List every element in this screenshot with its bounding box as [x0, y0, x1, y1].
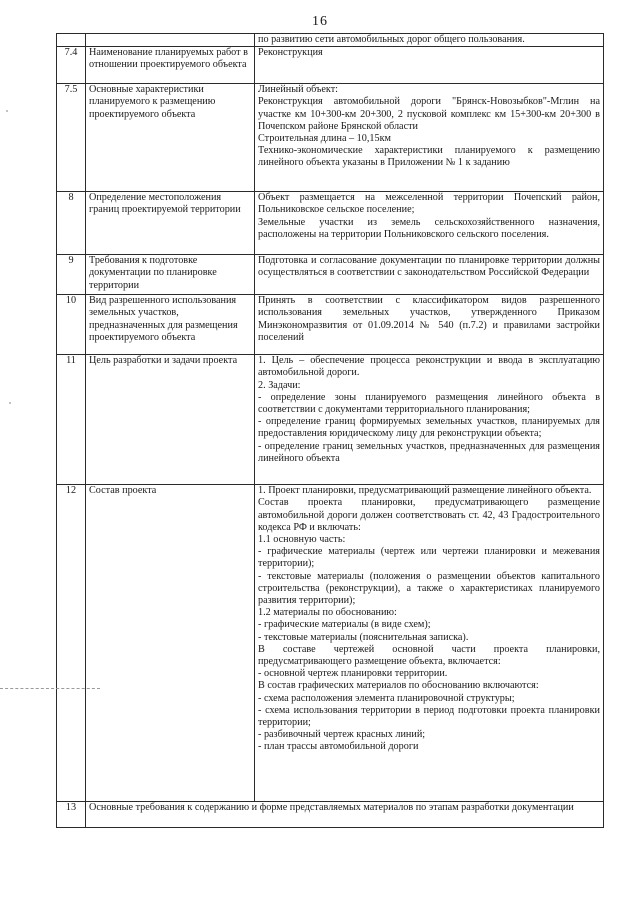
row-number: 7.4 — [57, 47, 86, 84]
value-paragraph: Земельные участки из земель сельскохозяйственного назначения, расположены на территории Польниковского сельского поселения. — [258, 216, 600, 240]
row-title: Цель разработки и задачи проекта — [86, 355, 255, 485]
value-paragraph: - определение границ земельных участков, предназначенных для размещения линейного объекта — [258, 440, 600, 464]
row-title — [86, 34, 255, 47]
row-title: Наименование планируемых работ в отношении проектируемого объекта — [86, 47, 255, 84]
value-paragraph: 1. Цель – обеспечение процесса реконструкции и ввода в эксплуатацию автомобильной дороги. — [258, 355, 600, 379]
value-paragraph: - основной чертеж планировки территории. — [258, 668, 448, 680]
row-number — [57, 34, 86, 47]
value-paragraph: 2. Задачи: — [258, 379, 301, 391]
row-full-text: Основные требования к содержанию и форме представляемых материалов по этапам разработки документации — [86, 802, 604, 828]
page-number: 16 — [312, 14, 328, 29]
value-paragraph: Линейный объект: — [258, 84, 338, 96]
value-paragraph: 1.1 основную часть: — [258, 534, 346, 546]
terms-table — [56, 33, 604, 828]
row-value — [255, 34, 604, 47]
row-title: Требования к подготовке документации по планировке территории — [86, 255, 255, 295]
table-row — [57, 485, 604, 802]
row-number: 13 — [57, 802, 86, 828]
row-number: 9 — [57, 255, 86, 295]
value-paragraph: Объект размещается на межселенной территории Почепский район, Польниковское сельское поселение; — [258, 192, 600, 216]
table-row — [57, 84, 604, 192]
row-title: Состав проекта — [86, 485, 255, 802]
row-value — [255, 485, 604, 802]
value-paragraph: Состав проекта планировки, предусматривающего размещение автомобильной дороги должен соответствовать ст. 42, 43 Градостроительного кодекса РФ и включать: — [258, 497, 600, 533]
value-paragraph: - графические материалы (чертеж или чертежи планировки и межевания территории); — [258, 546, 600, 570]
table-row — [57, 47, 604, 84]
row-number: 11 — [57, 355, 86, 485]
value-paragraph: В составе чертежей основной части проекта планировки, предусматривающего размещение объекта, включается: — [258, 643, 600, 668]
scan-artifact-dot — [9, 402, 11, 404]
value-paragraph: Подготовка и согласование документации по планировке территории должны осуществляться в соответствии с законодательством Российской Федерации — [258, 255, 600, 279]
value-paragraph: Принять в соответствии с классификатором видов разрешенного использования земельных участков, утвержденного Приказом Минэкономразвития от 01.09.2014 № 540 (п.7.2) и правилами застройки поселений — [258, 295, 600, 343]
value-paragraph: Реконструкция автомобильной дороги "Брянск-Новозыбков"-Мглин на участке км 10+300-км 20+300, 2 пусковой комплекс км 15+300-км 20+300 в Почепском районе Брянской области — [258, 96, 600, 132]
value-paragraph: 1.2 материалы по обоснованию: — [258, 607, 397, 619]
value-paragraph: 1. Проект планировки, предусматривающий размещение линейного объекта. — [258, 485, 592, 497]
value-paragraph: - текстовые материалы (положения о размещении объектов капитального строительства (реконструкции), а также о характеристиках планируемого развития территории); — [258, 570, 600, 607]
table-row — [57, 355, 604, 485]
value-paragraph: по развитию сети автомобильных дорог общего пользования. — [258, 34, 525, 45]
row-number: 7.5 — [57, 84, 86, 192]
value-paragraph: - текстовые материалы (пояснительная записка). — [258, 631, 469, 643]
scan-artifact-line — [0, 688, 100, 689]
value-paragraph: - план трассы автомобильной дороги — [258, 741, 419, 753]
value-paragraph: В состав графических материалов по обоснованию включаются: — [258, 680, 539, 692]
table-row — [57, 255, 604, 295]
row-value — [255, 295, 604, 355]
row-value — [255, 47, 604, 84]
row-title: Определение местоположения границ проектируемой территории — [86, 192, 255, 255]
value-paragraph: - определение зоны планируемого размещения линейного объекта в соответствии с документами территориального планирования; — [258, 391, 600, 416]
table-row — [57, 192, 604, 255]
table-row — [57, 34, 604, 47]
row-number: 8 — [57, 192, 86, 255]
value-paragraph: - схема использования территории в период подготовки проекта планировки территории; — [258, 704, 600, 729]
table-row — [57, 802, 604, 828]
value-paragraph: Технико-экономические характеристики планируемого к размещению линейного объекта указаны в Приложении № 1 к заданию — [258, 145, 600, 169]
row-value — [255, 192, 604, 255]
value-paragraph: - схема расположения элемента планировочной структуры; — [258, 692, 515, 704]
scan-artifact-dot — [6, 110, 8, 112]
value-paragraph: - определение границ формируемых земельных участков, планируемых для предоставления юридическому лицу для реконструкции объекта; — [258, 416, 600, 440]
row-value — [255, 255, 604, 295]
table-row — [57, 295, 604, 355]
value-paragraph: - графические материалы (в виде схем); — [258, 619, 431, 631]
row-number: 12 — [57, 485, 86, 802]
value-paragraph: Реконструкция — [258, 47, 323, 59]
value-paragraph: - разбивочный чертеж красных линий; — [258, 729, 426, 741]
row-number: 10 — [57, 295, 86, 355]
row-title: Основные характеристики планируемого к размещению проектируемого объекта — [86, 84, 255, 192]
row-title: Вид разрешенного использования земельных участков, предназначенных для размещения проектируемого объекта — [86, 295, 255, 355]
value-paragraph: Строительная длина – 10,15км — [258, 133, 391, 145]
row-value — [255, 84, 604, 192]
row-value — [255, 355, 604, 485]
